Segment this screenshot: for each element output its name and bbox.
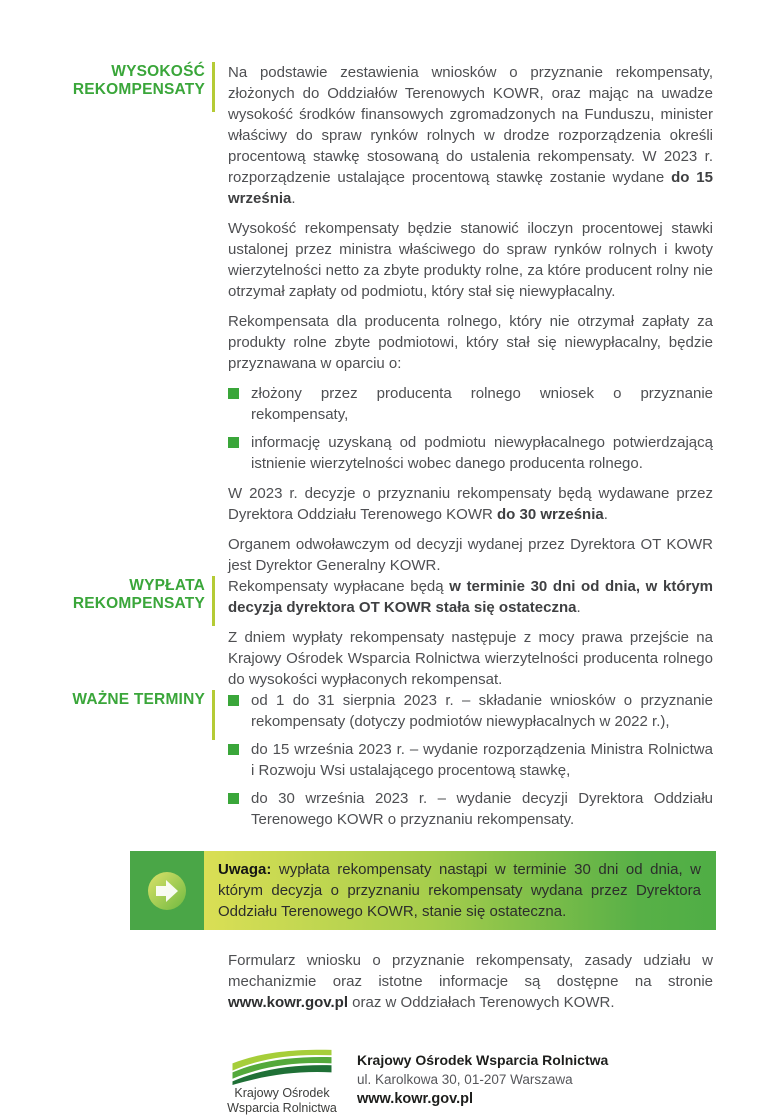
footer-website: www.kowr.gov.pl	[357, 1091, 474, 1107]
paragraph: Z dniem wypłaty rekompensaty następuje z mocy prawa przejście na Krajowy Ośrodek Wsparcia Rolnictwa wierzytelności producenta rolnego do wysokości wypłaconych rekompensat.	[228, 629, 713, 688]
bullet-list	[228, 690, 713, 830]
section-divider-line	[212, 62, 215, 112]
bullet-square-icon	[228, 388, 239, 399]
notice-icon-area	[130, 851, 204, 930]
arrow-right-circle-icon	[147, 871, 187, 911]
notice-box	[130, 851, 716, 930]
section-divider	[205, 62, 228, 576]
section-body	[228, 576, 713, 690]
closing-paragraph: Formularz wniosku o przyznanie rekompensaty, zasady udziału w mechanizmie oraz istotne informacje są dostępne na stronie www.kowr.gov.pl oraz w Oddziałach Terenowych KOWR.	[228, 952, 713, 1011]
section-wysokosc-rekompensaty	[60, 62, 713, 576]
paragraph: Na podstawie zestawienia wniosków o przyznanie rekompensaty, złożonych do Oddziałów Terenowych KOWR, oraz mając na uwadze wysokość środków finansowych zgromadzonych na Funduszu, minister właściwy do spraw rynków rolnych w drodze rozporządzenia określi procentową stawkę stosowaną do ustalenia rekompensaty. W 2023 r. rozporządzenie ustalające procentową stawkę zostanie wydane do 15 września.	[228, 64, 713, 207]
bullet-list	[228, 383, 713, 474]
bullet-square-icon	[228, 793, 239, 804]
paragraph: Organem odwoławczym od decyzji wydanej przez Dyrektora OT KOWR jest Dyrektor Generalny KOWR.	[228, 536, 713, 574]
footer-address: ul. Karolkowa 30, 01-207 Warszawa	[357, 1072, 573, 1087]
list-item: informację uzyskaną od podmiotu niewypłacalnego potwierdzającą istnienie wierzytelności wobec danego producenta rolnego.	[228, 432, 713, 474]
list-item: złożony przez producenta rolnego wniosek o przyznanie rekompensaty,	[228, 383, 713, 425]
paragraph: W 2023 r. decyzje o przyznaniu rekompensaty będą wydawane przez Dyrektora Oddziału Terenowego KOWR do 30 września.	[228, 485, 713, 523]
section-divider-line	[212, 690, 215, 740]
bullet-square-icon	[228, 744, 239, 755]
section-divider	[205, 690, 228, 839]
kowr-logo	[225, 1049, 339, 1115]
section-heading: WYSOKOŚĆ REKOMPENSATY	[72, 63, 205, 98]
list-item: od 1 do 31 sierpnia 2023 r. – składanie wniosków o przyznanie rekompensaty (dotyczy podmiotów niewypłacalnych w 2022 r.),	[228, 690, 713, 732]
list-item: do 30 września 2023 r. – wydanie decyzji Dyrektora Oddziału Terenowego KOWR o przyznaniu rekompensaty.	[228, 788, 713, 830]
section-divider-line	[212, 576, 215, 626]
section-wyplata-rekompensaty	[60, 576, 713, 690]
section-wazne-terminy	[60, 690, 713, 839]
footer	[225, 1049, 713, 1115]
kowr-logo-text: Krajowy Ośrodek Wsparcia Rolnictwa	[227, 1086, 337, 1115]
paragraph: Rekompensaty wypłacane będą w terminie 30 dni od dnia, w którym decyzja dyrektora OT KOWR stała się ostateczna.	[228, 578, 714, 616]
section-body	[228, 690, 713, 839]
closing-block	[228, 950, 713, 1013]
footer-org-name: Krajowy Ośrodek Wsparcia Rolnictwa	[357, 1052, 609, 1068]
paragraph: Rekompensata dla producenta rolnego, który nie otrzymał zapłaty za produkty rolne zbyte podmiotowi, który stał się niewypłacalny, będzie przyznawana w oparciu o:	[228, 313, 713, 372]
bullet-square-icon	[228, 437, 239, 448]
list-item: do 15 września 2023 r. – wydanie rozporządzenia Ministra Rolnictwa i Rozwoju Wsi ustalającego procentową stawkę,	[228, 739, 713, 781]
footer-info	[357, 1049, 608, 1115]
paragraph: Wysokość rekompensaty będzie stanowić iloczyn procentowej stawki ustalonej przez ministra właściwego do spraw rynków rolnych i kwoty wierzytelności netto za zbyte produkty rolne, za które producent rolny nie otrzymał zapłaty od podmiotu, który stał się niewypłacalny.	[228, 220, 713, 300]
section-divider	[205, 576, 228, 690]
kowr-logo-waves-icon	[228, 1049, 336, 1085]
bullet-square-icon	[228, 695, 239, 706]
section-heading: WYPŁATA REKOMPENSATY	[72, 577, 205, 612]
section-body	[228, 62, 713, 576]
notice-text: Uwaga: wypłata rekompensaty nastąpi w terminie 30 dni od dnia, w którym decyzja o przyznaniu rekompensaty wydana przez Dyrektora Oddziału Terenowego KOWR, stanie się ostateczna.	[204, 851, 716, 930]
section-heading: WAŻNE TERMINY	[72, 691, 205, 708]
